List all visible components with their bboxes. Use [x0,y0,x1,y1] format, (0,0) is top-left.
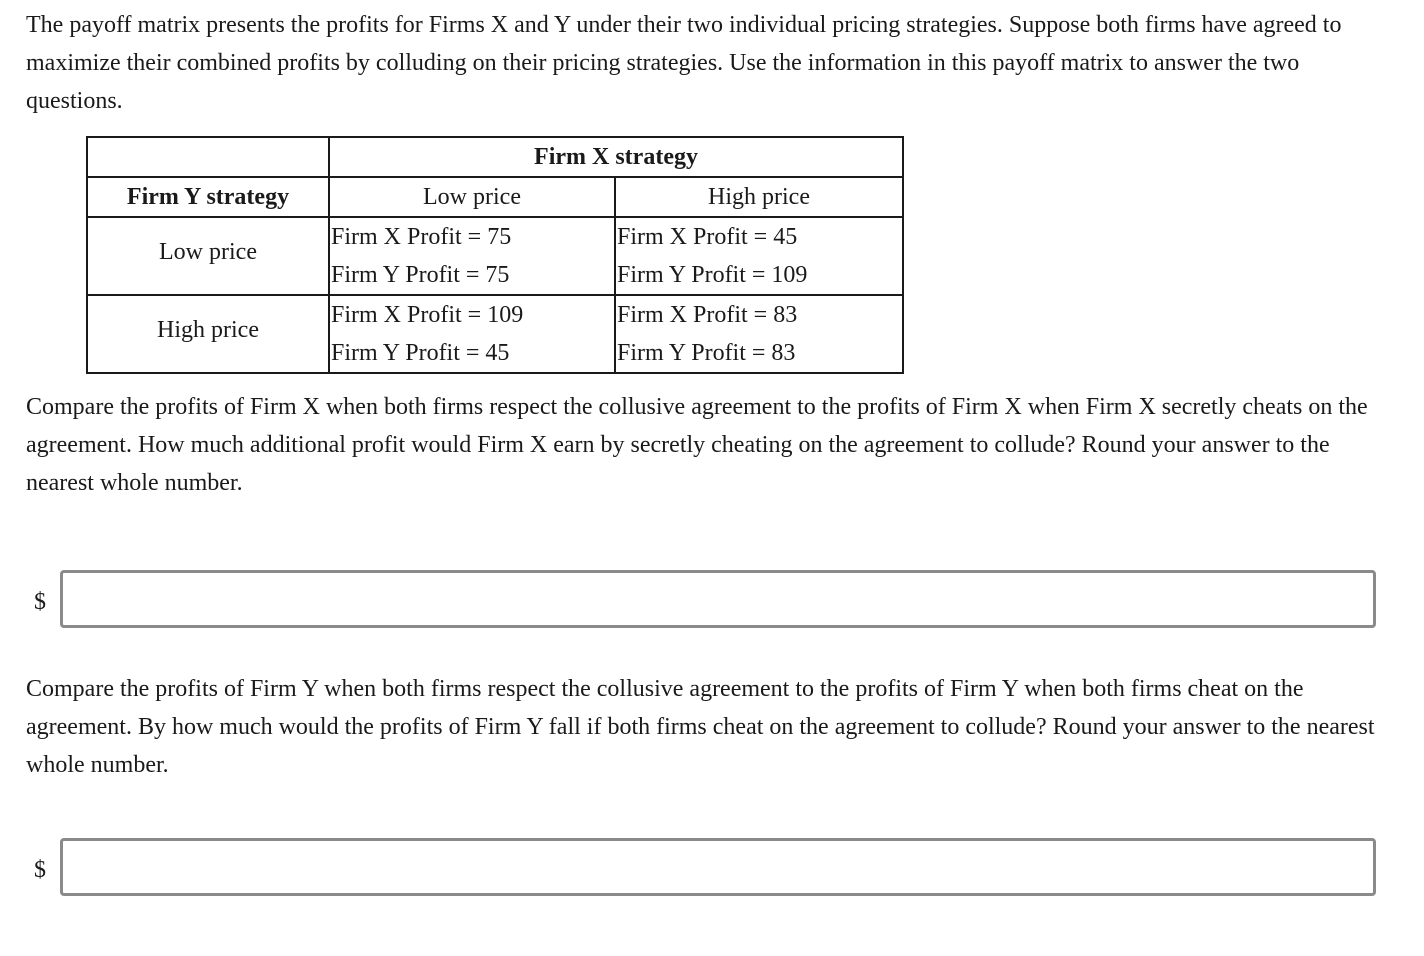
matrix-row-low-price [87,217,903,295]
payoff-cell-high-high [615,295,903,373]
column-header-low-price: Low price [329,177,615,217]
firm-x-profit: Firm X Profit = 45 [617,224,798,250]
firm-x-profit: Firm X Profit = 109 [331,302,524,328]
matrix-header-row [87,137,903,177]
dollar-prefix: $ [34,857,46,883]
firm-x-profit: Firm X Profit = 75 [331,224,512,250]
answer-row-2 [34,838,1384,902]
firm-y-profit: Firm Y Profit = 83 [617,340,796,366]
matrix-row-high-price [87,295,903,373]
firm-y-profit: Firm Y Profit = 45 [331,340,510,366]
row-label-high-price [87,295,329,373]
matrix-corner [87,137,329,177]
firm-y-strategy-header: Firm Y strategy [87,177,329,217]
firm-x-profit: Firm X Profit = 83 [617,302,798,328]
firm-x-strategy-header: Firm X strategy [329,137,903,177]
row-label-text: Low price [159,239,257,265]
payoff-cell-low-high [615,217,903,295]
matrix-column-header-row [87,177,903,217]
payoff-cell-high-low [329,295,615,373]
row-label-text: High price [157,317,259,343]
answer-input-2[interactable] [60,838,1376,896]
payoff-matrix [86,136,904,374]
question-1-text: Compare the profits of Firm X when both firms respect the collusive agreement to the profits of Firm X when Firm X secretly cheats on the agreement. How much additional profit would Firm X earn by secretly cheating on the agreement to collude? Round your answer to the nearest whole number. [26,394,1368,496]
firm-y-profit: Firm Y Profit = 109 [617,262,808,288]
payoff-cell-low-low [329,217,615,295]
firm-y-profit: Firm Y Profit = 75 [331,262,510,288]
dollar-prefix: $ [34,589,46,615]
intro-text: The payoff matrix presents the profits for Firms X and Y under their two individual pricing strategies. Suppose both firms have agreed to maximize their combined profits by colluding on their pricing strategies. Use the information in this payoff matrix to answer the two questions. [26,12,1342,114]
column-header-high-price: High price [615,177,903,217]
answer-input-1[interactable] [60,570,1376,628]
question-2-text: Compare the profits of Firm Y when both firms respect the collusive agreement to the profits of Firm Y when both firms cheat on the agreement. By how much would the profits of Firm Y fall if both firms cheat on the agreement to collude? Round your answer to the nearest whole number. [26,676,1375,778]
answer-row-1 [34,570,1384,634]
row-label-low-price [87,217,329,295]
